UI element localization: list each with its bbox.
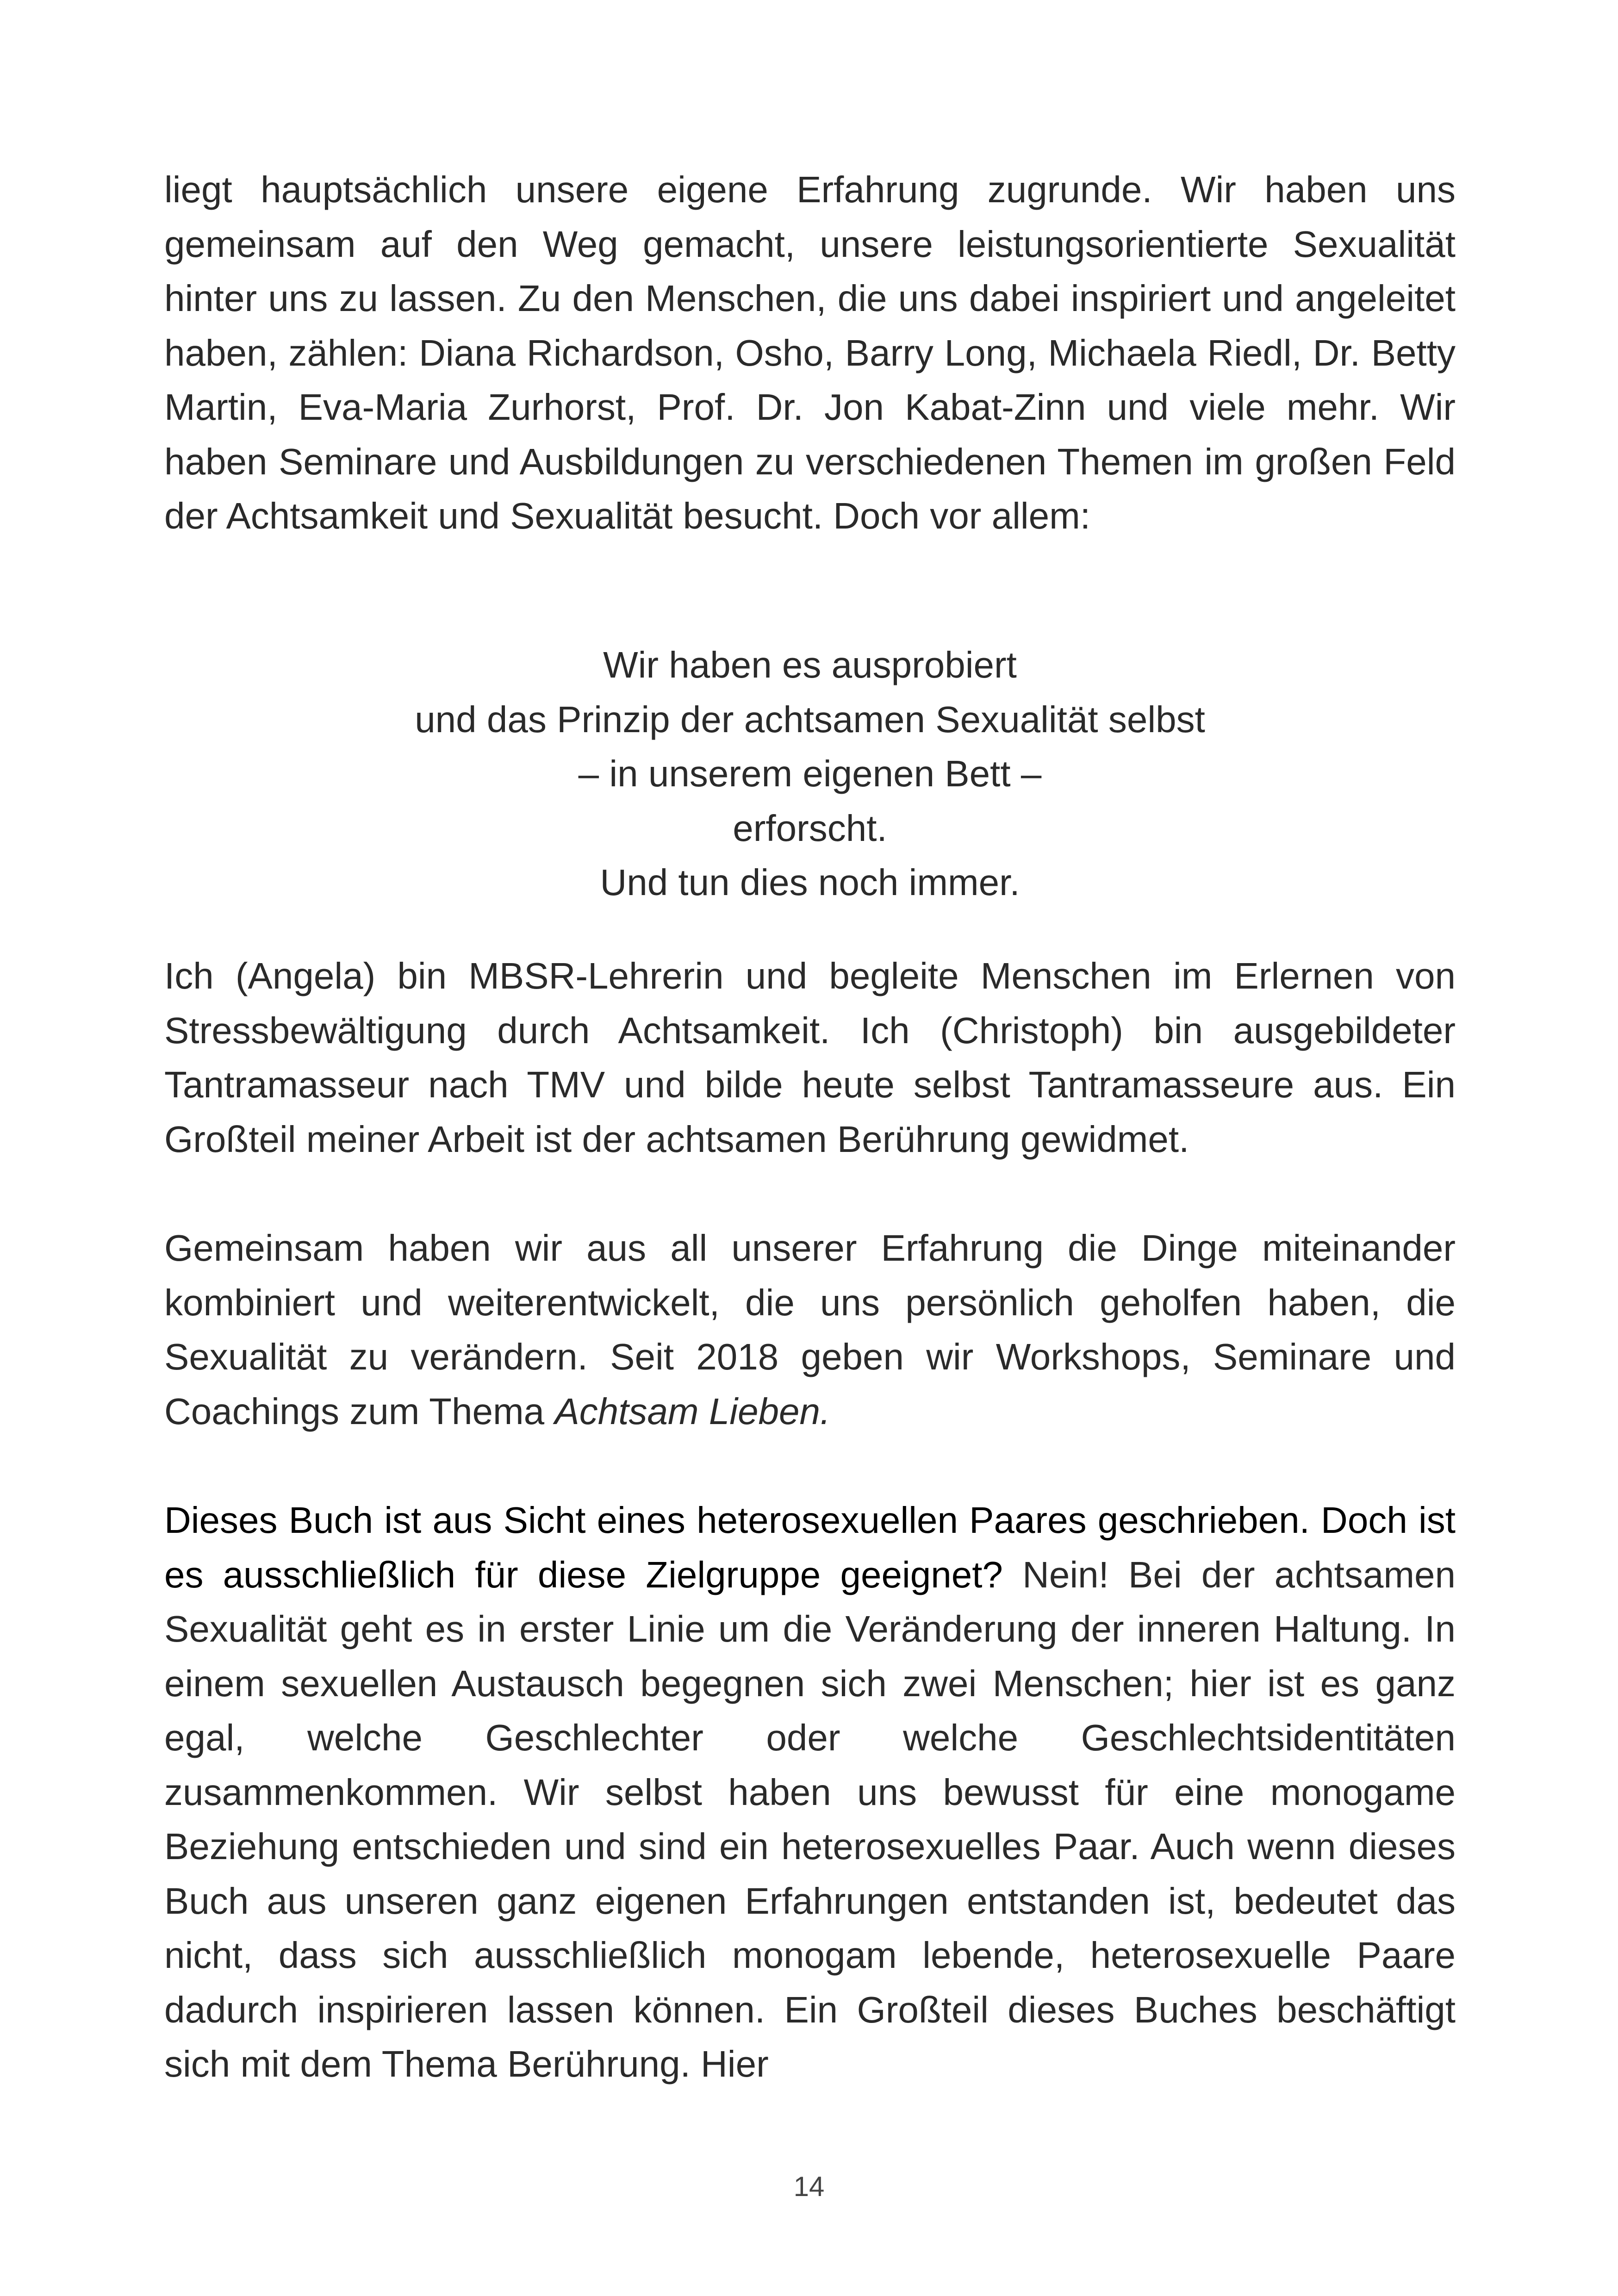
paragraph-audience-text: Nein! Bei der achtsamen Sexualität geht es in erster Linie um die Veränderung der inneren Haltung. In einem sexuellen Austausch begegnen sich zwei Menschen; hier ist es ganz egal, welche Geschlechter oder welche Geschlechtsidentitäten zusammenkommen. Wir selbst haben uns bewusst für eine monogame Beziehung entschieden und sind ein heterosexuelles Paar. Auch wenn dieses Buch aus unseren ganz eigenen Erfahrungen entstanden ist, bedeutet das nicht, dass sich ausschließlich monogam lebende, heterosexuelle Paare dadurch inspirieren lassen können. Ein Großteil dieses Buches beschäftigt sich mit dem Thema Berührung. Hier [164, 1554, 1456, 2084]
page-number: 14 [793, 2171, 825, 2202]
paragraph-audience [164, 1493, 1456, 2091]
paragraph-workshops [164, 1221, 1456, 1438]
paragraph-workshops-text: Gemeinsam haben wir aus all unserer Erfahrung die Dinge miteinander kombiniert und weiterentwickelt, die uns persönlich geholfen haben, die Sexualität zu verändern. Seit 2018 geben wir Workshops, Seminare und Coachings zum Thema [164, 1227, 1456, 1432]
centered-verse [164, 638, 1456, 910]
verse-line: Und tun dies noch immer. [600, 862, 1020, 903]
verse-line: Wir haben es ausprobiert [603, 644, 1017, 685]
paragraph-influences: liegt hauptsächlich unsere eigene Erfahrung zugrunde. Wir haben uns gemeinsam auf den Weg gemacht, unsere leistungsorientierte Sexualität hinter uns zu lassen. Zu den Menschen, die uns dabei inspiriert und angeleitet haben, zählen: Diana Richardson, Osho, Barry Long, Michaela Riedl, Dr. Betty Martin, Eva-Maria Zurhorst, Prof. Dr. Jon Kabat-Zinn und viele mehr. Wir haben Seminare und Ausbildungen zu verschiedenen Themen im großen Feld der Achtsamkeit und Sexualität besucht. Doch vor allem: [164, 169, 1456, 536]
emphasized-title: Achtsam Lieben. [554, 1390, 831, 1432]
verse-line: erforscht. [733, 807, 887, 849]
paragraph-authors: Ich (Angela) bin MBSR-Lehrerin und begleite Menschen im Erlernen von Stressbewältigung durch Achtsamkeit. Ich (Christoph) bin ausgebildeter Tantramasseur nach TMV und bilde heute selbst Tantramasseure aus. Ein Großteil meiner Arbeit ist der achtsamen Berührung gewidmet. [164, 955, 1456, 1160]
verse-line: und das Prinzip der achtsamen Sexualität selbst [415, 698, 1205, 740]
lead-question: Dieses Buch ist aus Sicht eines heterosexuellen Paares geschrieben. Doch ist es ausschließlich für diese Zielgruppe geeignet? [164, 1500, 1456, 1595]
verse-line: – in unserem eigenen Bett – [578, 753, 1042, 794]
